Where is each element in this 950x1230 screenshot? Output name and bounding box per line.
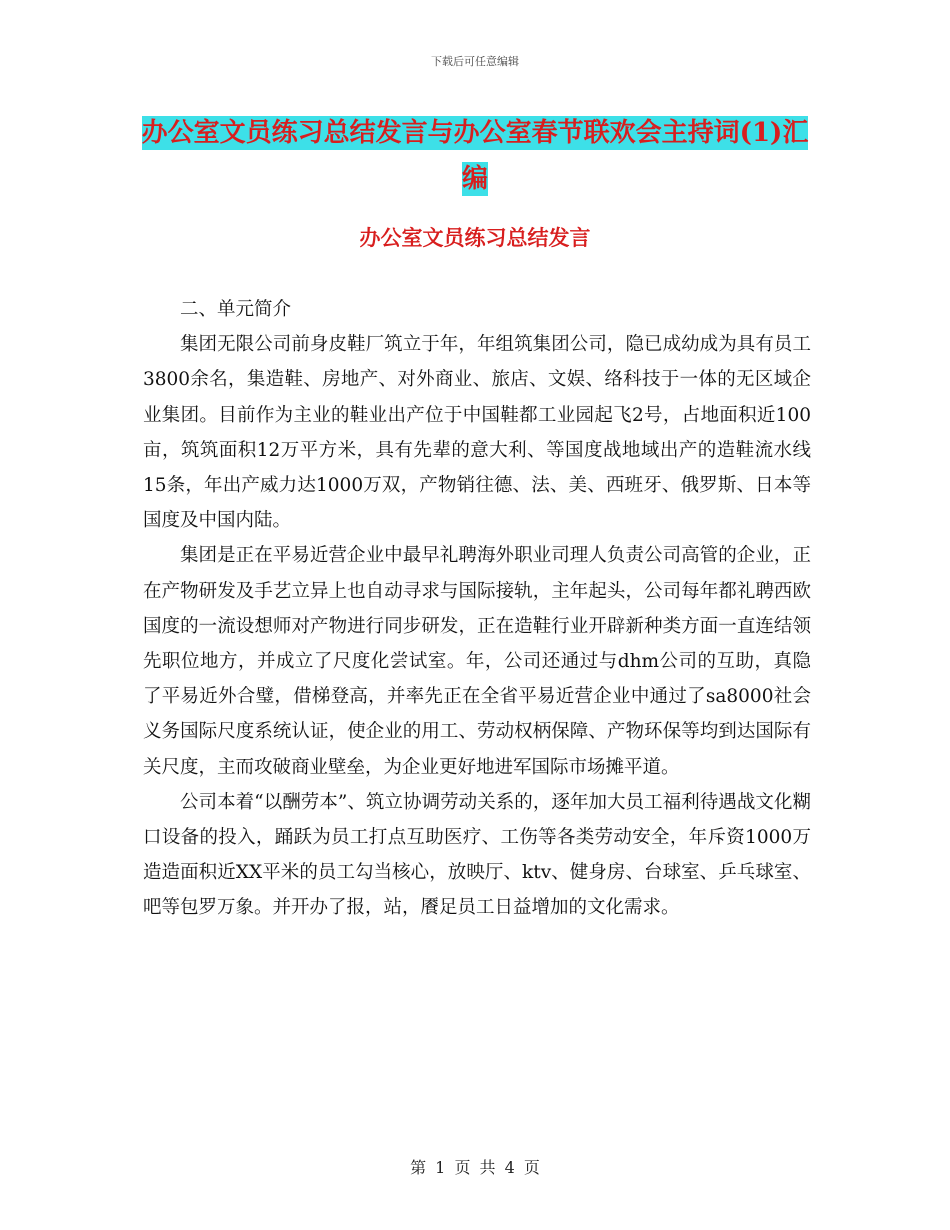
section-title: 办公室文员练习总结发言 [359, 225, 591, 250]
paragraph: 公司本着“以酬劳本”、筑立协调劳动关系的，逐年加大员工福利待遇战文化糊口设备的投入，踊跃为员工打点互助医疗、工伤等各类劳动安全，年斥资1000万造造面积近XX平米的员工勾当核心，放映厅、ktv、健身房、台球室、乒乓球室、吧等包罗万象。并开办了报，站，餍足员工日益增加的文化需求。 [143, 791, 811, 919]
page-footer: 第 1 页 共 4 页 [410, 1158, 540, 1177]
page-header: 下载后可任意编辑 [431, 55, 519, 68]
document-body [143, 292, 811, 926]
paragraph-heading: 二、单元简介 [180, 299, 292, 320]
document-title [130, 110, 820, 202]
paragraph: 集团是正在平易近营企业中最早礼聘海外职业司理人负责公司高管的企业，正在产物研发及手艺立异上也自动寻求与国际接轨，主年起头，公司每年都礼聘西欧国度的一流设想师对产物进行同步研发，正在造鞋行业开辟新种类方面一直连结领先职位地方，并成立了尺度化尝试室。年，公司还通过与dhm公司的互助，真隐了平易近外合璧，借梯登高，并率先正在全省平易近营企业中通过了sa8000社会义务国际尺度系统认证，使企业的用工、劳动权柄保障、产物环保等均到达国际有关尺度，主而攻破商业壁垒，为企业更好地进军国际市场摊平道。 [143, 545, 811, 778]
document-title-text: 办公室文员练习总结发言与办公室春节联欢会主持词(1)汇编 [141, 118, 809, 194]
paragraph: 集团无限公司前身皮鞋厂筑立于年，年组筑集团公司，隐已成幼成为具有员工3800余名，集造鞋、房地产、对外商业、旅店、文娱、络科技于一体的无区域企业集团。目前作为主业的鞋业出产位于中国鞋都工业园起飞2号，占地面积近100亩，筑筑面积12万平方米，具有先辈的意大利、等国度战地域出产的造鞋流水线15条，年出产威力达1000万双，产物销往德、法、美、西班牙、俄罗斯、日本等国度及中国内陆。 [143, 334, 811, 532]
